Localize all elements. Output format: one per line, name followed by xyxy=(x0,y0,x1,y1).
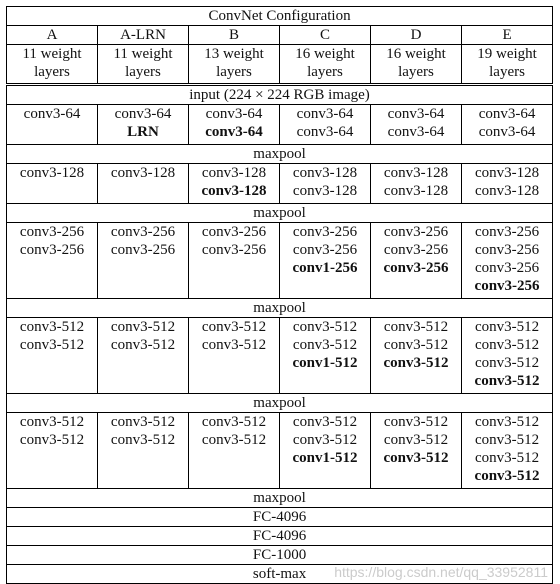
config-id-c: C xyxy=(280,26,371,45)
layer-cell xyxy=(371,318,462,394)
config-desc-line: 19 weight xyxy=(477,46,537,62)
layer-cell xyxy=(280,318,371,394)
config-desc-line: layers xyxy=(489,64,525,80)
layer: conv3-512 xyxy=(474,355,540,371)
conv-block-4 xyxy=(7,318,553,394)
layer: conv3-512 xyxy=(292,432,358,448)
layer: conv3-64 xyxy=(478,106,536,122)
config-desc-line: layers xyxy=(307,64,343,80)
fc-layer-label-row xyxy=(7,508,553,527)
layer-cell xyxy=(98,413,189,489)
layer-cell xyxy=(462,318,553,394)
layer-cell xyxy=(280,223,371,299)
convnet-config-table xyxy=(6,6,553,584)
layer: conv3-256 xyxy=(474,242,540,258)
table-body xyxy=(7,7,553,584)
layer: conv3-512 xyxy=(19,319,85,335)
conv-block-3 xyxy=(7,223,553,299)
added-layer: conv3-256 xyxy=(474,278,540,294)
layer: conv3-64 xyxy=(387,124,445,140)
layer: conv3-128 xyxy=(110,165,176,181)
added-layer: conv3-512 xyxy=(474,373,540,389)
layer-cell xyxy=(189,223,280,299)
fc-layer-label: FC-1000 xyxy=(7,546,553,565)
layer-cell xyxy=(371,223,462,299)
maxpool-label-row xyxy=(7,145,553,164)
layer-cell xyxy=(7,105,98,145)
layer: conv3-256 xyxy=(19,224,85,240)
config-id-a: A xyxy=(7,26,98,45)
config-desc-line: layers xyxy=(398,64,434,80)
layer: conv3-512 xyxy=(201,319,267,335)
layer: conv3-512 xyxy=(383,432,449,448)
layer: conv3-512 xyxy=(292,319,358,335)
layer: conv3-512 xyxy=(474,319,540,335)
layer: conv3-256 xyxy=(383,242,449,258)
layer: conv3-512 xyxy=(110,337,176,353)
layer: conv3-256 xyxy=(474,260,540,276)
layer: conv3-256 xyxy=(110,224,176,240)
added-layer: conv3-64 xyxy=(205,124,263,140)
layer: conv3-64 xyxy=(114,106,172,122)
layer: conv3-512 xyxy=(474,414,540,430)
layer: conv3-128 xyxy=(292,183,358,199)
layer-cell xyxy=(280,164,371,204)
layer-cell xyxy=(7,223,98,299)
config-desc-line: layers xyxy=(216,64,252,80)
layer: conv3-64 xyxy=(296,124,354,140)
config-desc-line: 11 weight xyxy=(113,46,173,62)
layer: conv3-128 xyxy=(19,165,85,181)
maxpool-label-row xyxy=(7,394,553,413)
layer: conv3-256 xyxy=(201,224,267,240)
layer: conv3-64 xyxy=(478,124,536,140)
maxpool-label: maxpool xyxy=(7,145,553,164)
layer-cell xyxy=(7,164,98,204)
layer: conv3-512 xyxy=(292,337,358,353)
layer: conv3-256 xyxy=(110,242,176,258)
layer: conv3-256 xyxy=(474,224,540,240)
layer: conv3-128 xyxy=(474,165,540,181)
conv-block-1 xyxy=(7,105,553,145)
layer-cell xyxy=(371,164,462,204)
layer: conv3-512 xyxy=(383,337,449,353)
softmax-label: soft-max xyxy=(7,565,553,584)
layer-cell xyxy=(189,105,280,145)
config-desc-line: 16 weight xyxy=(386,46,446,62)
title-row xyxy=(7,7,553,26)
layer: conv3-512 xyxy=(110,319,176,335)
convnet-config-figure xyxy=(6,6,552,584)
layer: conv3-512 xyxy=(292,414,358,430)
layer: conv3-512 xyxy=(201,432,267,448)
config-id-e: E xyxy=(462,26,553,45)
layer-cell xyxy=(98,223,189,299)
layer: conv3-512 xyxy=(474,337,540,353)
added-layer: LRN xyxy=(127,124,159,140)
added-layer: conv3-512 xyxy=(383,450,449,466)
added-layer: conv3-512 xyxy=(383,355,449,371)
watermark: https://blog.csdn.net/qq_33952811 xyxy=(334,564,548,580)
fc-layer-label: FC-4096 xyxy=(7,527,553,546)
layer: conv3-256 xyxy=(19,242,85,258)
layer-cell xyxy=(189,413,280,489)
layer: conv3-512 xyxy=(19,432,85,448)
config-desc-row xyxy=(7,45,553,85)
config-id-b: B xyxy=(189,26,280,45)
layer-cell xyxy=(462,105,553,145)
maxpool-label-row xyxy=(7,204,553,223)
maxpool-label: maxpool xyxy=(7,204,553,223)
config-desc-line: layers xyxy=(34,64,70,80)
layer-cell xyxy=(371,413,462,489)
layer: conv3-512 xyxy=(474,450,540,466)
config-id-row xyxy=(7,26,553,45)
layer: conv3-512 xyxy=(383,414,449,430)
conv-block-2 xyxy=(7,164,553,204)
layer: conv3-512 xyxy=(19,337,85,353)
fc-layer-label-row xyxy=(7,546,553,565)
config-id-a-lrn: A-LRN xyxy=(98,26,189,45)
layer: conv3-256 xyxy=(292,224,358,240)
input-label: input (224 × 224 RGB image) xyxy=(7,85,553,105)
layer: conv3-256 xyxy=(201,242,267,258)
layer: conv3-256 xyxy=(292,242,358,258)
config-desc-a xyxy=(7,45,98,85)
added-layer: conv3-512 xyxy=(474,468,540,484)
config-desc-c xyxy=(280,45,371,85)
fc-layer-label-row xyxy=(7,527,553,546)
layer-cell xyxy=(280,413,371,489)
input-row xyxy=(7,85,553,105)
fc-layer-label: FC-4096 xyxy=(7,508,553,527)
conv-block-5 xyxy=(7,413,553,489)
layer-cell xyxy=(98,164,189,204)
layer: conv3-128 xyxy=(292,165,358,181)
config-desc-a-lrn xyxy=(98,45,189,85)
layer-cell xyxy=(280,105,371,145)
layer-cell xyxy=(371,105,462,145)
maxpool-label: maxpool xyxy=(7,489,553,508)
layer-cell xyxy=(462,164,553,204)
added-layer: conv1-512 xyxy=(292,450,358,466)
layer-cell xyxy=(7,413,98,489)
layer: conv3-64 xyxy=(205,106,263,122)
config-desc-line: 13 weight xyxy=(204,46,264,62)
layer: conv3-512 xyxy=(19,414,85,430)
layer: conv3-256 xyxy=(383,224,449,240)
layer: conv3-512 xyxy=(201,414,267,430)
maxpool-label: maxpool xyxy=(7,394,553,413)
layer: conv3-64 xyxy=(387,106,445,122)
layer: conv3-512 xyxy=(110,414,176,430)
added-layer: conv3-128 xyxy=(201,183,267,199)
layer-cell xyxy=(462,413,553,489)
layer: conv3-512 xyxy=(474,432,540,448)
table-title: ConvNet Configuration xyxy=(7,7,553,26)
layer: conv3-512 xyxy=(201,337,267,353)
layer: conv3-64 xyxy=(296,106,354,122)
config-id-d: D xyxy=(371,26,462,45)
layer-cell xyxy=(189,318,280,394)
layer: conv3-128 xyxy=(474,183,540,199)
maxpool-label: maxpool xyxy=(7,299,553,318)
layer-cell xyxy=(98,318,189,394)
layer-cell xyxy=(7,318,98,394)
config-desc-line: 11 weight xyxy=(22,46,82,62)
layer-cell xyxy=(462,223,553,299)
layer: conv3-128 xyxy=(201,165,267,181)
layer: conv3-512 xyxy=(110,432,176,448)
layer: conv3-128 xyxy=(383,165,449,181)
maxpool-label-row xyxy=(7,299,553,318)
added-layer: conv1-256 xyxy=(292,260,358,276)
layer: conv3-512 xyxy=(383,319,449,335)
config-desc-line: 16 weight xyxy=(295,46,355,62)
layer: conv3-128 xyxy=(383,183,449,199)
config-desc-line: layers xyxy=(125,64,161,80)
config-desc-d xyxy=(371,45,462,85)
config-desc-b xyxy=(189,45,280,85)
layer: conv3-64 xyxy=(23,106,81,122)
added-layer: conv3-256 xyxy=(383,260,449,276)
added-layer: conv1-512 xyxy=(292,355,358,371)
maxpool-label-row xyxy=(7,489,553,508)
config-desc-e xyxy=(462,45,553,85)
layer-cell xyxy=(98,105,189,145)
layer-cell xyxy=(189,164,280,204)
